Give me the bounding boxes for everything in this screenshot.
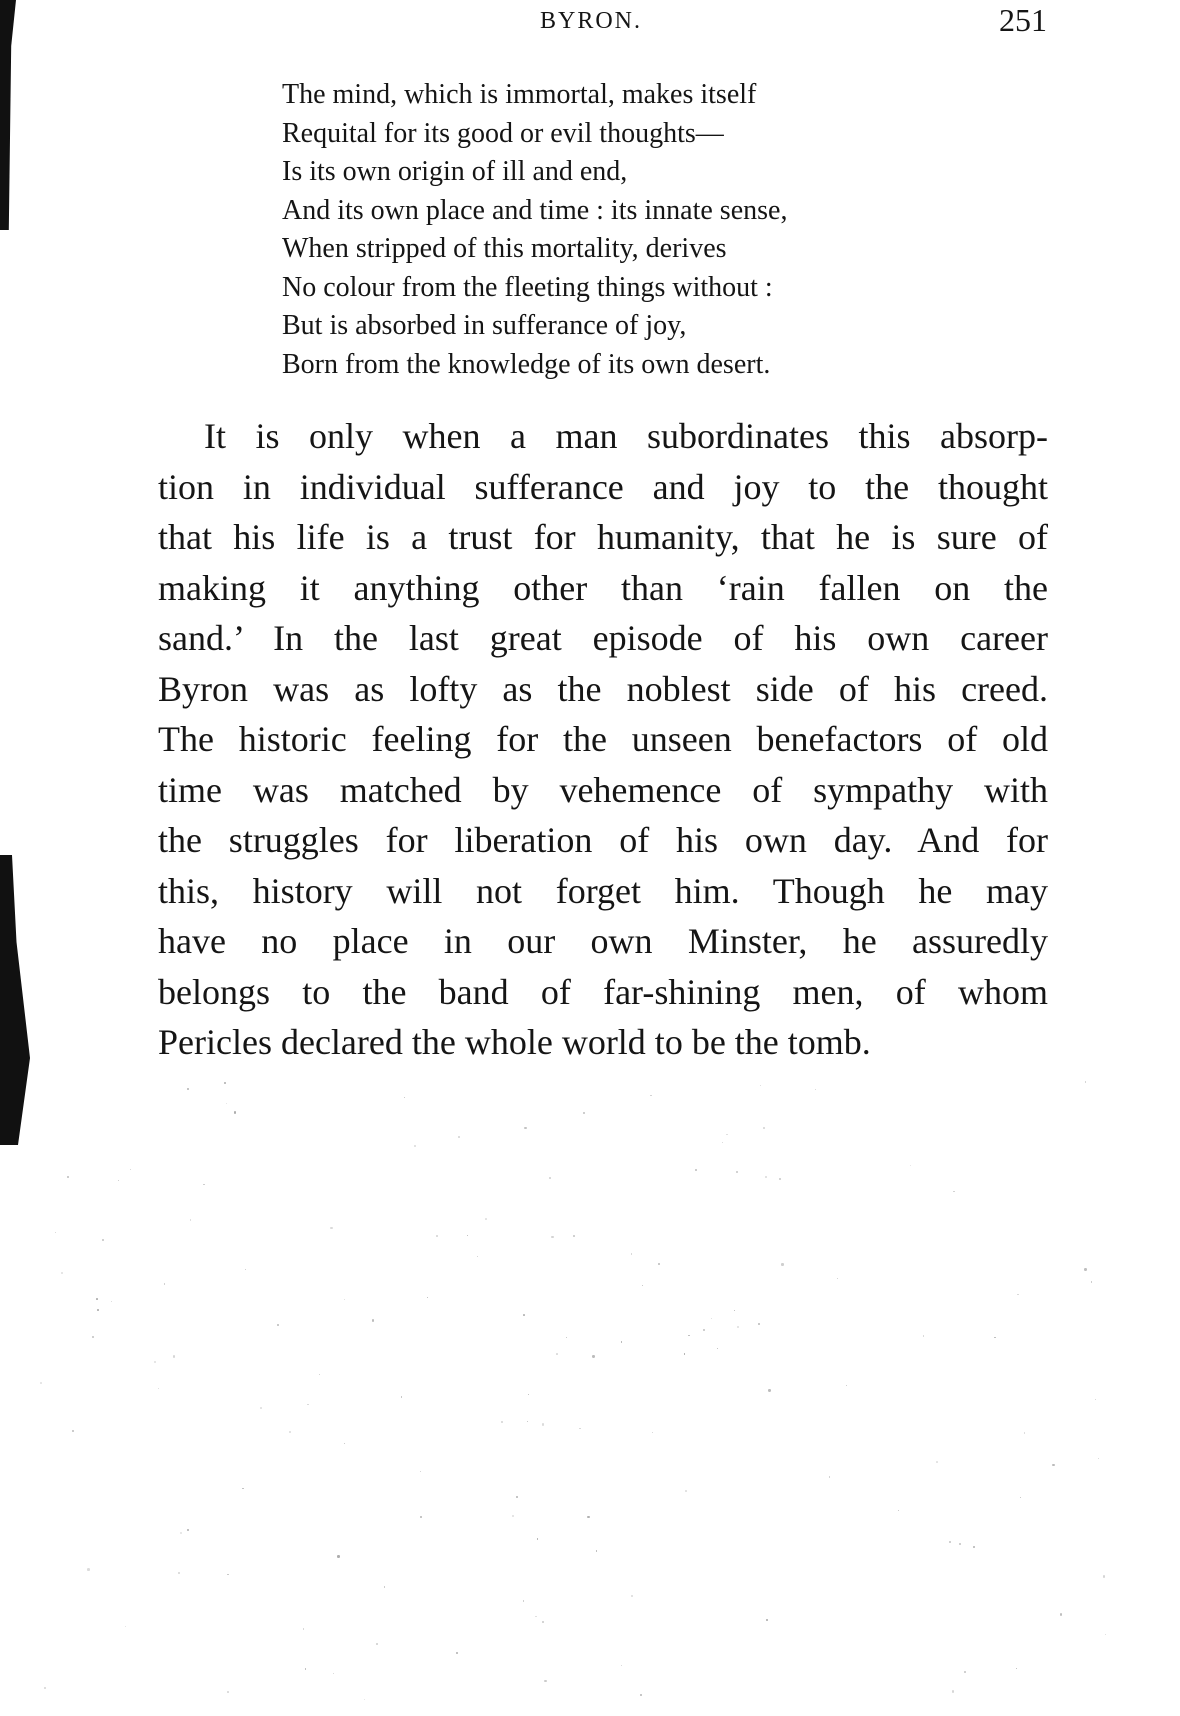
paper-speck: [815, 1089, 816, 1090]
prose-line: making it anything other than ‘rain fallen on the: [158, 567, 1048, 608]
paper-speck: [910, 1165, 911, 1166]
paper-speck: [242, 1488, 243, 1489]
paper-speck: [573, 1235, 575, 1237]
paper-speck: [758, 1323, 760, 1325]
paper-speck: [414, 1145, 416, 1147]
paper-speck: [516, 1496, 519, 1499]
paper-speck: [512, 1515, 514, 1517]
paper-speck: [125, 1626, 126, 1627]
paper-speck: [277, 1324, 279, 1326]
paper-speck: [1103, 1575, 1105, 1577]
paper-speck: [631, 1595, 633, 1597]
paper-speck: [227, 1691, 229, 1693]
paper-speck: [621, 1665, 622, 1666]
paper-speck: [703, 1329, 705, 1331]
paper-speck: [97, 1309, 99, 1311]
running-head: BYRON.: [540, 8, 643, 34]
body-paragraph: [158, 411, 1048, 1068]
paper-speck: [695, 1169, 697, 1171]
paper-speck: [923, 1335, 924, 1336]
paper-speck: [245, 1269, 246, 1270]
verse-quotation: [282, 76, 787, 384]
paper-speck: [994, 1337, 996, 1339]
paper-speck: [1085, 1081, 1087, 1083]
paper-speck: [1084, 1268, 1086, 1270]
paper-speck: [551, 1236, 553, 1238]
paper-speck: [372, 1319, 374, 1321]
paper-speck: [102, 1239, 104, 1241]
prose-line: this, history will not forget him. Though he may: [158, 870, 1048, 911]
paper-speck: [1052, 1464, 1054, 1466]
paper-speck: [829, 1476, 830, 1477]
paper-speck: [544, 1680, 546, 1682]
paper-speck: [765, 1176, 767, 1178]
verse-line: Is its own origin of ill and end,: [282, 156, 628, 187]
paper-speck: [959, 1543, 961, 1545]
paper-speck: [330, 1227, 332, 1229]
verse-line: And its own place and time : its innate sense,: [282, 194, 788, 226]
paper-speck: [289, 1431, 291, 1433]
paper-speck: [227, 1574, 229, 1576]
page-number: 251: [999, 2, 1047, 38]
paper-speck: [736, 1171, 738, 1173]
paper-speck: [964, 1671, 966, 1673]
paper-speck: [427, 1297, 428, 1298]
page-edge-shadow-bottom: [0, 855, 30, 1145]
paper-speck: [154, 1361, 156, 1363]
paper-speck: [1016, 1668, 1018, 1670]
prose-line: The historic feeling for the unseen benefactors of old: [158, 719, 1048, 759]
paper-speck: [717, 1348, 719, 1350]
paper-speck: [556, 1353, 558, 1355]
paper-speck: [384, 1586, 386, 1588]
paper-speck: [111, 1301, 112, 1302]
paper-speck: [130, 1169, 131, 1170]
paper-speck: [456, 1652, 458, 1654]
paper-speck: [949, 1541, 951, 1543]
paper-speck: [67, 1176, 69, 1178]
paper-speck: [760, 1085, 761, 1086]
paper-speck: [319, 1374, 320, 1375]
paper-speck: [523, 1600, 525, 1602]
paper-speck: [467, 1235, 468, 1236]
prose-line: It is only when a man subordinates this absorp-: [204, 416, 1048, 456]
paper-speck: [781, 1263, 783, 1265]
paper-speck: [596, 1550, 598, 1552]
paper-speck: [1060, 1613, 1062, 1615]
paper-speck: [658, 1263, 660, 1265]
paper-speck: [684, 1353, 685, 1354]
prose-line: Pericles declared the whole world to be the tomb.: [158, 1022, 871, 1062]
paper-speck: [711, 1318, 712, 1319]
verse-line: Born from the knowledge of its own desert.: [282, 348, 771, 380]
paper-speck: [203, 1184, 204, 1185]
paper-speck: [640, 1694, 642, 1696]
paper-speck: [40, 1382, 42, 1384]
paper-speck: [333, 1673, 334, 1674]
paper-speck: [587, 1516, 589, 1518]
paper-speck: [768, 1389, 770, 1391]
paper-speck: [650, 1095, 652, 1097]
paper-speck: [420, 1471, 421, 1472]
paper-speck: [766, 1619, 767, 1620]
paper-speck: [303, 1628, 305, 1630]
paper-speck: [726, 1134, 728, 1136]
prose-line: have no place in our own Minster, he assuredly: [158, 921, 1048, 961]
prose-line: Byron was as lofty as the noblest side of his creed.: [158, 668, 1048, 709]
paper-speck: [973, 1546, 975, 1548]
paper-speck: [307, 1404, 309, 1406]
paper-speck: [592, 1355, 594, 1357]
paper-speck: [952, 1690, 954, 1692]
paper-speck: [579, 1428, 580, 1429]
verse-line: But is absorbed in sufferance of joy,: [282, 310, 687, 341]
paper-speck: [404, 1097, 405, 1098]
paper-speck: [898, 1510, 899, 1511]
paper-speck: [734, 1310, 735, 1311]
paper-speck: [549, 1177, 551, 1179]
page-edge-shadow-top: [0, 0, 16, 230]
paper-speck: [87, 1568, 90, 1571]
paper-speck: [190, 1219, 192, 1221]
prose-line: sand.’ In the last great episode of his own career: [158, 618, 1048, 658]
paper-speck: [187, 1088, 189, 1090]
paper-speck: [305, 1668, 306, 1669]
verse-line: The mind, which is immortal, makes itself: [282, 79, 757, 110]
paper-speck: [344, 1443, 345, 1444]
paper-speck: [528, 1394, 529, 1395]
paper-speck: [44, 1687, 46, 1689]
paper-speck: [344, 1299, 346, 1301]
paper-speck: [642, 1285, 643, 1286]
paper-speck: [523, 1314, 525, 1316]
paper-speck: [118, 1180, 119, 1181]
paper-speck: [566, 1337, 567, 1338]
paper-speck: [55, 1232, 56, 1233]
paper-speck: [376, 1643, 378, 1645]
paper-speck: [763, 1127, 765, 1129]
paper-speck: [173, 1355, 176, 1358]
paper-speck: [737, 1326, 739, 1328]
paper-speck: [92, 1336, 94, 1338]
paper-speck: [779, 1178, 781, 1180]
paper-speck: [420, 1516, 422, 1518]
prose-line: that his life is a trust for humanity, that he is sure of: [158, 517, 1048, 557]
paper-speck: [224, 1082, 226, 1084]
paper-speck: [652, 1432, 653, 1433]
paper-speck: [583, 1112, 584, 1113]
paper-speck: [477, 1256, 478, 1257]
paper-speck: [72, 1430, 74, 1432]
paper-speck: [234, 1111, 237, 1114]
paper-speck: [260, 1407, 262, 1409]
paper-speck: [722, 1142, 723, 1143]
verse-line: Requital for its good or evil thoughts—: [282, 117, 724, 149]
verse-line: No colour from the fleeting things without :: [282, 271, 773, 303]
prose-line: tion in individual sufferance and joy to the thought: [158, 466, 1048, 507]
paper-speck: [364, 1699, 365, 1700]
paper-speck: [61, 1272, 63, 1274]
prose-line: time was matched by vehemence of sympathy with: [158, 769, 1048, 810]
paper-speck: [485, 1218, 487, 1220]
paper-speck: [158, 1388, 160, 1390]
paper-speck: [542, 1423, 544, 1425]
paper-speck: [180, 1532, 182, 1534]
paper-speck: [631, 1253, 633, 1255]
paper-speck: [846, 1385, 847, 1386]
paper-speck: [401, 1396, 402, 1397]
paper-speck: [226, 1103, 227, 1104]
paper-speck: [537, 1538, 539, 1540]
verse-line: When stripped of this mortality, derives: [282, 233, 727, 264]
paper-speck: [96, 1298, 98, 1300]
paper-speck: [953, 1191, 955, 1193]
paper-speck: [1017, 1294, 1018, 1295]
paper-speck: [1098, 1458, 1100, 1460]
paper-speck: [527, 1421, 528, 1422]
paper-speck: [1105, 1634, 1106, 1635]
prose-line: belongs to the band of far-shining men, of whom: [158, 971, 1048, 1012]
paper-speck: [621, 1341, 622, 1342]
paper-speck: [1020, 1497, 1022, 1499]
paper-speck: [458, 1136, 460, 1138]
paper-speck: [685, 1490, 687, 1492]
paper-speck: [1024, 1432, 1025, 1433]
paper-speck: [1091, 1281, 1093, 1283]
paper-speck: [524, 1127, 527, 1130]
paper-speck: [688, 1335, 689, 1336]
paper-speck: [436, 1235, 437, 1236]
paper-speck: [535, 1616, 537, 1618]
paper-speck: [1095, 1399, 1096, 1400]
paper-speck: [936, 1461, 938, 1463]
prose-line: the struggles for liberation of his own day. And for: [158, 820, 1048, 860]
paper-speck: [542, 1621, 544, 1623]
paper-speck: [164, 1283, 165, 1284]
paper-speck: [837, 1278, 838, 1279]
paper-speck: [501, 1421, 503, 1423]
paper-speck: [178, 1572, 180, 1574]
paper-speck: [187, 1529, 189, 1531]
paper-speck: [337, 1555, 339, 1557]
